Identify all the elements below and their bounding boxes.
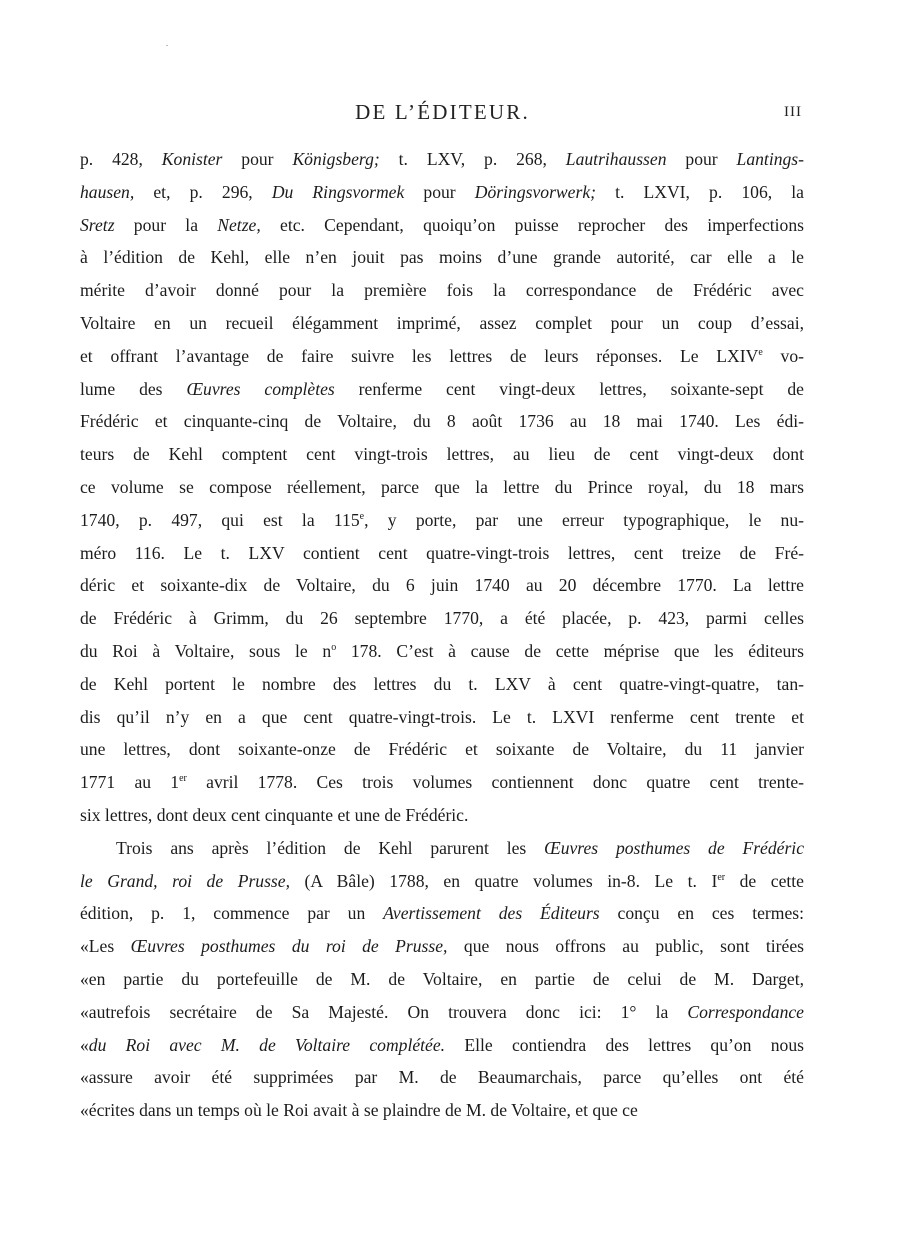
text-line [80,832,804,865]
text-line [80,438,804,471]
text-run: de Kehl portent le nombre des lettres du t. LXV à cent quatre-vingt-quatre, tan- [80,673,804,694]
italic-text: hausen, [80,181,135,202]
paragraph-1 [80,143,804,832]
paper-speck [166,45,168,46]
text-run: Trois ans après l’édition de Kehl parurent les [116,837,545,858]
text-run: ce volume se compose réellement, parce que la lettre du Prince royal, du 18 mars [80,476,804,497]
text-line [80,504,804,537]
text-run: Elle contiendra des lettres qu’on nous [445,1034,804,1055]
text-run: , y porte, par une erreur typographique, le nu- [364,509,804,530]
page-number: III [784,104,802,120]
superscript: o [331,641,337,653]
text-run: pour [404,181,475,202]
italic-text: Lantings- [736,149,804,169]
body-text [80,143,804,1127]
text-run: mérite d’avoir donné pour la première fois la correspondance de Frédéric avec [80,280,804,301]
text-run: déric et soixante-dix de Voltaire, du 6 juin 1740 au 20 décembre 1770. La lettre [80,575,804,596]
text-line [80,635,804,668]
superscript: er [717,871,726,883]
text-line [80,930,804,963]
text-run: avril 1778. Ces trois volumes contiennent donc quatre cent trente- [186,772,804,793]
paragraph-2 [80,832,804,1127]
italic-text: Œuvres posthumes de Frédéric [544,837,804,858]
text-run: t. LXVI, p. 106, la [596,181,804,202]
italic-text: Œuvres posthumes du roi de Prusse, [130,936,448,957]
text-line [80,766,804,799]
italic-text: Königsberg; [292,149,380,169]
page-header [80,100,805,130]
text-line [80,471,804,504]
text-run: 1771 au 1 [80,772,180,793]
text-line [80,176,804,209]
italic-text: Lautrihaussen [565,149,667,169]
text-run: une lettres, dont soixante-onze de Frédéric et soixante de Voltaire, du 11 janvier [80,739,804,760]
text-run: p. 428, [80,149,162,169]
superscript: e [758,346,763,358]
superscript: e [359,510,365,522]
text-run: pour [666,149,737,169]
text-run: «en partie du portefeuille de M. de Voltaire, en partie de celui de M. Darget, [80,968,804,989]
running-title: DE L’ÉDITEUR. [355,100,530,124]
text-line [80,1094,804,1127]
text-run: renferme cent vingt-deux lettres, soixante-sept de [334,378,804,399]
text-line [80,274,804,307]
text-run: «assure avoir été supprimées par M. de Beaumarchais, parce qu’elles ont été [80,1067,804,1088]
italic-text: Avertissement des Éditeurs [383,903,600,924]
text-line [80,373,804,406]
text-run: et offrant l’avantage de faire suivre les lettres de leurs réponses. Le LXIV [80,345,759,366]
text-line [80,865,804,898]
text-run: dis qu’il n’y en a que cent quatre-vingt-trois. Le t. LXVI renferme cent trente et [80,706,804,727]
italic-text: Konister [161,149,223,169]
text-line [80,963,804,996]
text-line [80,405,804,438]
text-line [80,1061,804,1094]
text-run: etc. Cependant, quoiqu’on puisse reprocher des imperfections [260,214,804,235]
text-line [80,733,804,766]
text-run: de cette [725,870,804,891]
text-line [80,701,804,734]
text-run: méro 116. Le t. LXV contient cent quatre-vingt-trois lettres, cent treize de Fré- [80,542,804,563]
text-line [80,340,804,373]
text-run: «Les [80,936,131,957]
text-run: (A Bâle) 1788, en quatre volumes in-8. Le t. I [289,870,718,891]
text-run: t. LXV, p. 268, [379,149,566,169]
italic-text: Œuvres complètes [186,378,335,399]
text-run: de Frédéric à Grimm, du 26 septembre 1770, a été placée, p. 423, parmi celles [80,608,804,629]
text-line [80,668,804,701]
italic-text: le Grand, roi de Prusse, [80,870,290,891]
text-line [80,1029,804,1062]
text-run: «autrefois secrétaire de Sa Majesté. On trouvera donc ici: 1° la [80,1001,688,1022]
text-run: Frédéric et cinquante-cinq de Voltaire, du 8 août 1736 au 18 mai 1740. Les édi- [80,411,804,432]
text-run: pour la [114,214,218,235]
text-run: «écrites dans un temps où le Roi avait à se plaindre de M. de Voltaire, et que ce [80,1100,638,1121]
text-run: édition, p. 1, commence par un [80,903,384,924]
text-run: vo- [762,345,804,366]
text-run: six lettres, dont deux cent cinquante et une de Frédéric. [80,804,469,825]
text-run: 1740, p. 497, qui est la 115 [80,509,360,530]
text-line [80,537,804,570]
text-line [80,602,804,635]
text-run: conçu en ces termes: [599,903,804,924]
text-run: et, p. 296, [134,181,272,202]
superscript: er [179,773,187,785]
text-line [80,307,804,340]
text-line [80,241,804,274]
text-run: que nous offrons au public, sont tirées [447,936,804,957]
italic-text: Du Ringsvormek [271,181,405,202]
text-line [80,799,804,832]
text-run: pour [222,149,293,169]
text-line [80,996,804,1029]
text-run: à l’édition de Kehl, elle n’en jouit pas moins d’une grande autorité, car elle a le [80,247,804,268]
text-run: Voltaire en un recueil élégamment imprimé, assez complet pour un coup d’essai, [80,312,804,333]
italic-text: du Roi avec M. de Voltaire complétée. [88,1034,446,1055]
text-run: « [80,1034,89,1055]
italic-text: Sretz [80,214,115,235]
text-run: lume des [80,378,187,399]
text-line [80,569,804,602]
text-line [80,209,804,242]
text-run: 178. C’est à cause de cette méprise que les éditeurs [336,640,804,661]
text-run: teurs de Kehl comptent cent vingt-trois lettres, au lieu de cent vingt-deux dont [80,444,804,465]
text-line [80,897,804,930]
text-line [80,143,804,176]
italic-text: Döringsvorwerk; [474,181,596,202]
italic-text: Netze, [217,214,261,235]
text-run: du Roi à Voltaire, sous le n [80,640,332,661]
italic-text: Correspondance [687,1001,804,1022]
